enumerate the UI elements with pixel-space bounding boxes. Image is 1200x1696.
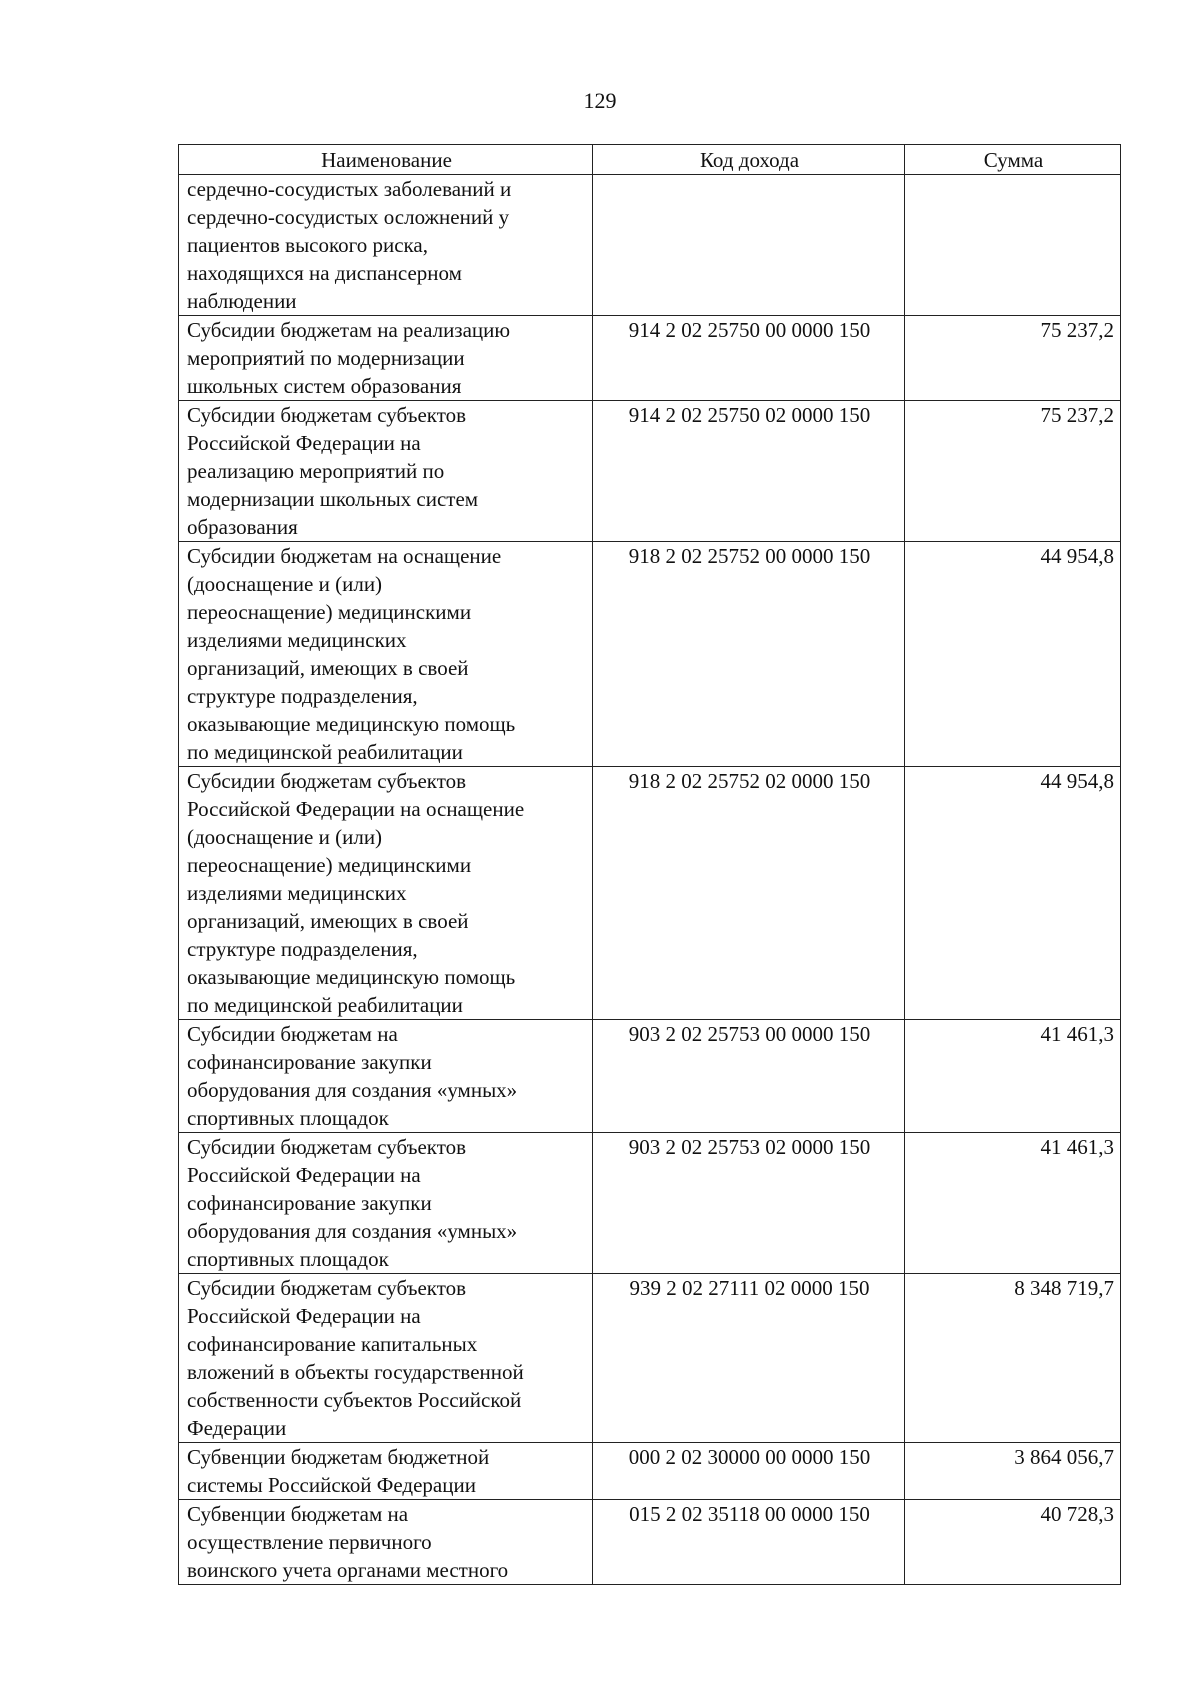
- header-name: Наименование: [179, 145, 593, 175]
- row-name: Субсидии бюджетам субъектов Российской Федерации на реализацию мероприятий по модернизации школьных систем образования: [187, 403, 479, 539]
- table-row: [179, 1020, 1121, 1133]
- table-body: [179, 175, 1121, 1585]
- table-row: [179, 175, 1121, 316]
- row-name: Субсидии бюджетам субъектов Российской Федерации на софинансирование капитальных вложений в объекты государственной собственности субъектов Российской Федерации: [187, 1276, 524, 1440]
- row-code: 918 2 02 25752 02 0000 150: [593, 767, 905, 1020]
- header-code: Код дохода: [593, 145, 905, 175]
- row-code: 914 2 02 25750 02 0000 150: [593, 401, 905, 542]
- row-name: Субсидии бюджетам на оснащение (дооснащение и (или) переоснащение) медицинскими изделиями медицинских организаций, имеющих в своей структуре подразделения, оказывающие медицинскую помощь по медицинской реабилитации: [187, 544, 516, 764]
- table-row: [179, 401, 1121, 542]
- row-name-cell: [179, 1500, 593, 1585]
- row-name-cell: [179, 175, 593, 316]
- page-number: 129: [583, 88, 617, 113]
- row-code: 015 2 02 35118 00 0000 150: [593, 1500, 905, 1585]
- row-code: 000 2 02 30000 00 0000 150: [593, 1443, 905, 1500]
- row-code: 903 2 02 25753 00 0000 150: [593, 1020, 905, 1133]
- row-name: Субвенции бюджетам на осуществление первичного воинского учета органами местного: [187, 1502, 509, 1582]
- row-sum: 40 728,3: [905, 1500, 1121, 1585]
- row-name-cell: [179, 1133, 593, 1274]
- row-code: 903 2 02 25753 02 0000 150: [593, 1133, 905, 1274]
- row-code: 939 2 02 27111 02 0000 150: [593, 1274, 905, 1443]
- header-sum: Сумма: [905, 145, 1121, 175]
- revenue-table: [178, 144, 1121, 1585]
- table-row: [179, 1500, 1121, 1585]
- table-header: [179, 145, 1121, 175]
- table-row: [179, 767, 1121, 1020]
- row-code: 918 2 02 25752 00 0000 150: [593, 542, 905, 767]
- row-name: сердечно-сосудистых заболеваний и сердечно-сосудистых осложнений у пациентов высокого риска, находящихся на диспансерном наблюдении: [187, 177, 512, 313]
- row-code: [593, 175, 905, 316]
- row-name-cell: [179, 1020, 593, 1133]
- table-row: [179, 1443, 1121, 1500]
- row-name: Субсидии бюджетам субъектов Российской Федерации на софинансирование закупки оборудования для создания «умных» спортивных площадок: [187, 1135, 518, 1271]
- table-row: [179, 1133, 1121, 1274]
- row-name-cell: [179, 1443, 593, 1500]
- row-name-cell: [179, 767, 593, 1020]
- row-name: Субвенции бюджетам бюджетной системы Российской Федерации: [187, 1445, 490, 1497]
- row-sum: 8 348 719,7: [905, 1274, 1121, 1443]
- row-name: Субсидии бюджетам на софинансирование закупки оборудования для создания «умных» спортивных площадок: [187, 1022, 518, 1130]
- row-sum: 44 954,8: [905, 767, 1121, 1020]
- row-sum: 75 237,2: [905, 401, 1121, 542]
- row-sum: 44 954,8: [905, 542, 1121, 767]
- row-sum: 41 461,3: [905, 1020, 1121, 1133]
- table-row: [179, 316, 1121, 401]
- row-sum: 41 461,3: [905, 1133, 1121, 1274]
- row-sum: 3 864 056,7: [905, 1443, 1121, 1500]
- table-row: [179, 542, 1121, 767]
- table-row: [179, 1274, 1121, 1443]
- header-row: [179, 145, 1121, 175]
- row-name-cell: [179, 1274, 593, 1443]
- row-sum: 75 237,2: [905, 316, 1121, 401]
- row-code: 914 2 02 25750 00 0000 150: [593, 316, 905, 401]
- row-name-cell: [179, 542, 593, 767]
- row-name: Субсидии бюджетам на реализацию мероприятий по модернизации школьных систем образования: [187, 318, 511, 398]
- row-sum: [905, 175, 1121, 316]
- row-name-cell: [179, 316, 593, 401]
- row-name: Субсидии бюджетам субъектов Российской Федерации на оснащение (дооснащение и (или) переоснащение) медицинскими изделиями медицинских организаций, имеющих в своей структуре подразделения, оказывающие медицинскую помощь по медицинской реабилитации: [187, 769, 525, 1017]
- row-name-cell: [179, 401, 593, 542]
